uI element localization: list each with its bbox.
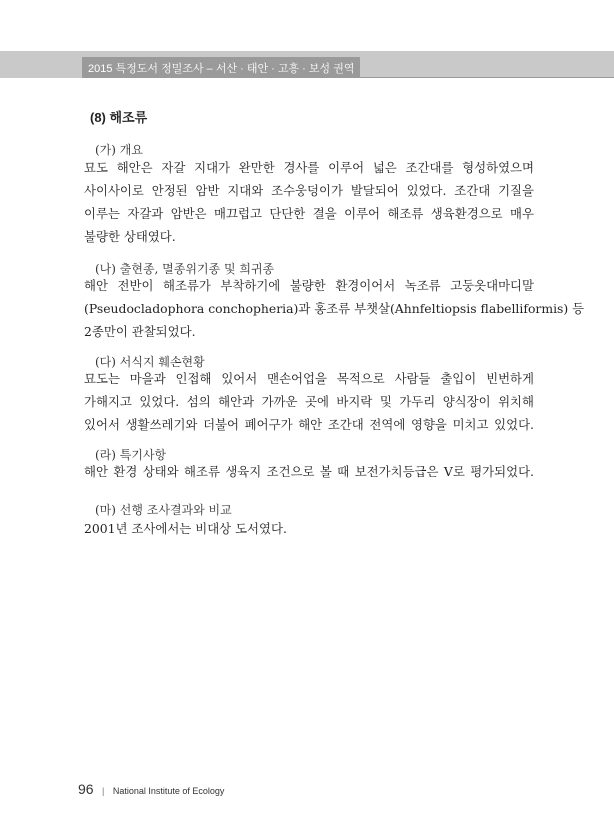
- page-number: 96: [78, 781, 94, 797]
- paragraph-line: 묘도 해안은 자갈 지대가 완만한 경사를 이루어 넓은 조간대를 형성하였으며: [84, 160, 534, 175]
- paragraph-species: [84, 274, 585, 343]
- paragraph-notes: [84, 460, 534, 483]
- paragraph-line: 사이사이로 안정된 암반 지대와 조수웅덩이가 발달되어 있었다. 조간대 기질을: [84, 183, 534, 198]
- footer-separator: |: [102, 786, 105, 796]
- paragraph-line: (Pseudocladophora conchopheria)과 홍조류 부챗살(Ahnfeltiopsis flabelliformis) 등: [84, 301, 585, 316]
- page-footer: [78, 781, 224, 799]
- paragraph-comparison: [84, 517, 534, 540]
- subsection-heading-habitat-damage: (다) 서식지 훼손현황: [95, 355, 205, 369]
- paragraph-line: 불량한 상태였다.: [84, 229, 176, 244]
- header-rule: [360, 77, 614, 78]
- paragraph-line: 이루는 자갈과 암반은 매끄럽고 단단한 결을 이루어 해조류 생육환경으로 매우: [84, 206, 534, 221]
- subsection-heading-overview: (가) 개요: [95, 143, 143, 157]
- paragraph-line: 가해지고 있었다. 섬의 해안과 가까운 곳에 바지락 및 가두리 양식장이 위치해: [84, 394, 534, 409]
- paragraph-line: 해안 환경 상태와 해조류 생육지 조건으로 볼 때 보전가치등급은 V로 평가되었다.: [84, 464, 534, 479]
- paragraph-overview: [84, 156, 534, 248]
- footer-organization: National Institute of Ecology: [112, 786, 225, 796]
- subsection-heading-comparison: (마) 선행 조사결과와 비교: [95, 503, 232, 517]
- paragraph-line: 2종만이 관찰되었다.: [84, 324, 196, 339]
- paragraph-habitat-damage: [84, 367, 534, 436]
- header-band: [0, 51, 614, 78]
- subsection-heading-notes: (라) 특기사항: [95, 448, 167, 462]
- section-title: (8) 해조류: [90, 110, 148, 125]
- paragraph-line: 2001년 조사에서는 비대상 도서였다.: [84, 521, 287, 536]
- paragraph-line: 있어서 생활쓰레기와 더불어 폐어구가 해안 조간대 전역에 영향을 미치고 있었다.: [84, 417, 534, 432]
- paragraph-line: 해안 전반이 해조류가 부착하기에 불량한 환경이어서 녹조류 고둥옷대마디말: [84, 278, 534, 293]
- header-title: 2015 특정도서 정밀조사 – 서산 · 태안 · 고흥 · 보성 권역: [88, 63, 355, 75]
- paragraph-line: 묘도는 마을과 인접해 있어서 맨손어업을 목적으로 사람들 출입이 빈번하게: [84, 371, 534, 386]
- header-tab: [82, 57, 360, 78]
- subsection-heading-species: (나) 출현종, 멸종위기종 및 희귀종: [95, 262, 275, 276]
